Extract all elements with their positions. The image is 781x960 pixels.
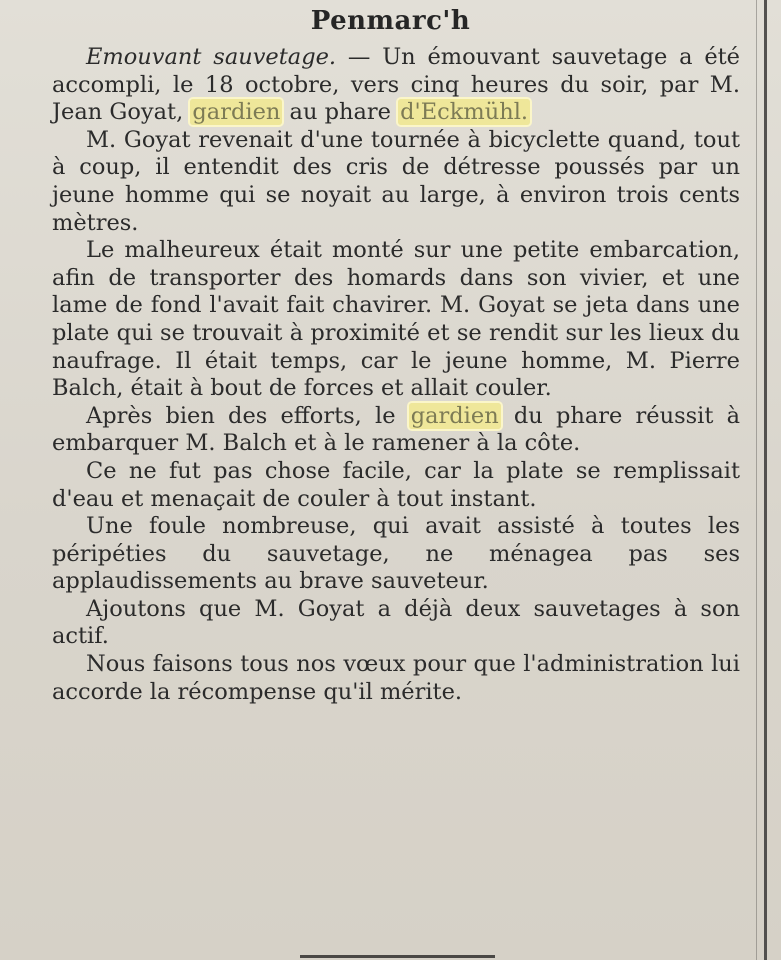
column-rule-thin bbox=[756, 0, 757, 960]
article-title: Penmarc'h bbox=[310, 6, 471, 36]
highlighted-term: gardien bbox=[410, 402, 499, 429]
paragraph-7: Ajoutons que M. Goyat a déjà deux sauvetages à son actif. bbox=[52, 595, 740, 650]
paragraph-3: Le malheureux était monté sur une petite embarcation, afin de transporter des homards dans son vivier, et une lame de fond l'avait fait chavirer. M. Goyat se jeta dans une plate qui se trouvait à proximité et se rendit sur les lieux du naufrage. Il était temps, car le jeune homme, M. Pierre Balch, était à bout de forces et allait couler. bbox=[52, 237, 740, 402]
paragraph-4 bbox=[52, 403, 740, 458]
lead-phrase: Emouvant sauvetage. bbox=[86, 44, 337, 70]
paragraph-8: Nous faisons tous nos vœux pour que l'administration lui accorde la récompense qu'il mérite. bbox=[52, 651, 740, 705]
paragraph-text: Après bien des efforts, le bbox=[86, 402, 409, 429]
article-body bbox=[52, 44, 740, 706]
column-rule bbox=[764, 0, 767, 960]
paragraph-6: Une foule nombreuse, qui avait assisté à toutes les péripéties du sauvetage, ne ménagea pas ses applaudissements au brave sauveteur. bbox=[52, 513, 740, 595]
paragraph-2: M. Goyat revenait d'une tournée à bicyclette quand, tout à coup, il entendit des cris de détresse poussés par un jeune homme qui se noyait au large, à environ trois cents mètres. bbox=[52, 126, 740, 236]
paragraph-text: — Un émouvant sauvetage a été accompli, le 18 octobre, vers cinq heures du soir, par M. Jean Goyat, bbox=[52, 44, 740, 126]
highlighted-term: d'Eckmühl. bbox=[400, 99, 529, 126]
paragraph-text: du phare réussit à embarquer M. Balch et à le ramener à la côte. bbox=[52, 402, 740, 457]
bottom-rule bbox=[300, 955, 495, 958]
paragraph-1 bbox=[52, 44, 740, 127]
highlighted-term: gardien bbox=[192, 99, 281, 126]
paragraph-5: Ce ne fut pas chose facile, car la plate se remplissait d'eau et menaçait de couler à tout instant. bbox=[52, 457, 740, 512]
paragraph-text: au phare bbox=[282, 99, 399, 126]
